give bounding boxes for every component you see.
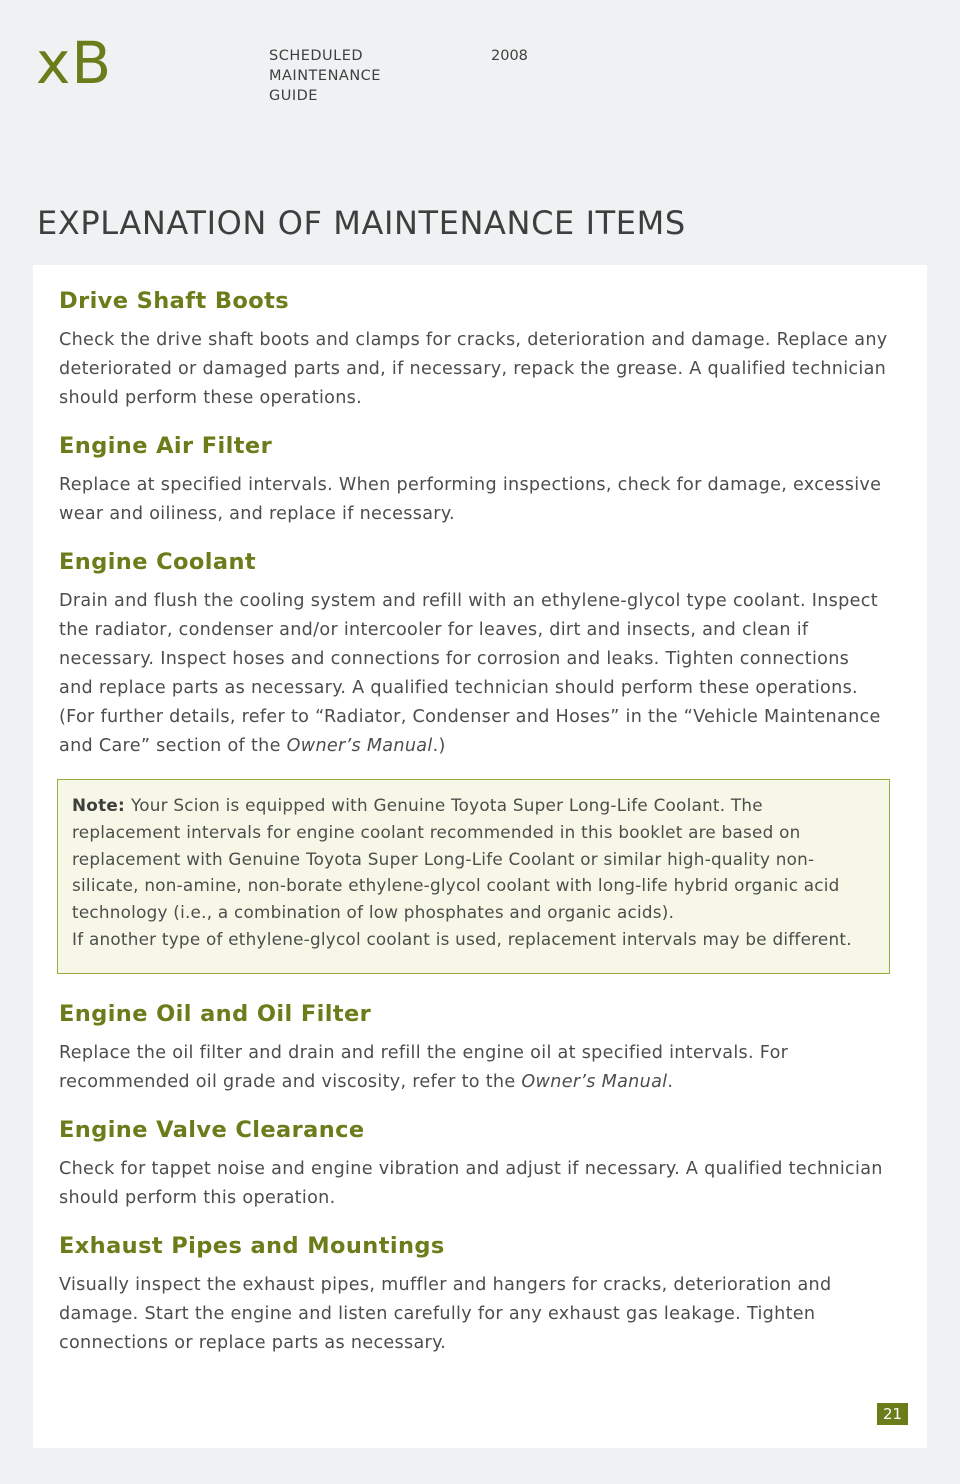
brand-logo: xB <box>36 29 113 97</box>
heading-engine-oil: Engine Oil and Oil Filter <box>59 1000 372 1027</box>
heading-engine-coolant: Engine Coolant <box>59 549 257 575</box>
body-engine-air-filter: Replace at specified intervals. When performing inspections, check for damage, excessive wear and oiliness, and replace if necessary. <box>59 475 882 524</box>
content-column <box>59 285 889 1375</box>
body-text-end: .) <box>432 736 446 756</box>
body-drive-shaft-boots: Check the drive shaft boots and clamps for cracks, deterioration and damage. Replace any deteriorated or damaged parts and, if necessary, repack the grease. A qualified technician should perform these operations. <box>59 330 888 408</box>
page-number: 21 <box>877 1403 908 1425</box>
body-exhaust-pipes: Visually inspect the exhaust pipes, muffler and hangers for cracks, deterioration and damage. Start the engine and listen carefully for any exhaust gas leakage. Tighten connections or replace parts as necessary. <box>59 1274 832 1353</box>
heading-engine-air-filter: Engine Air Filter <box>59 433 273 459</box>
body-engine-valve-clearance: Check for tappet noise and engine vibration and adjust if necessary. A qualified technician should perform this operation. <box>59 1158 883 1208</box>
owners-manual-ref: Owner’s Manual <box>521 1071 668 1092</box>
section-title: EXPLANATION OF MAINTENANCE ITEMS <box>37 204 686 242</box>
heading-drive-shaft-boots: Drive Shaft Boots <box>59 288 290 314</box>
note-text: Your Scion is equipped with Genuine Toyota Super Long-Life Coolant. The replacement intervals for engine coolant recommended in this booklet are based on replacement with Genuine Toyota Super Long-Life Coolant or similar high-quality non-silicate, non-amine, non-borate ethylene-glycol coolant with long-life hybrid organic acid technology (i.e., a combination of low phosphates and organic acids). <box>72 795 840 923</box>
year-label: 2008 <box>491 48 528 64</box>
body-engine-oil <box>59 1039 889 1097</box>
guide-label: SCHEDULED MAINTENANCE GUIDE <box>269 48 381 104</box>
body-text: Drain and flush the cooling system and refill with an ethylene-glycol type coolant. Inspect the radiator, condenser and/or intercooler for leaves, dirt and insects, and clean if necessary. Inspect hoses and connections for corrosion and leaks. Tighten connections and replace parts as necessary. A qualified technician should perform these operations. (For further details, refer to “Radiator, Condenser and Hoses” in the “Vehicle Maintenance and Care” section of the <box>59 591 881 756</box>
body-engine-coolant <box>59 587 889 761</box>
note-label: Note: <box>72 795 125 815</box>
content-panel <box>33 265 927 1448</box>
heading-exhaust-pipes: Exhaust Pipes and Mountings <box>59 1232 445 1259</box>
body-text-end: . <box>667 1071 674 1092</box>
heading-engine-valve-clearance: Engine Valve Clearance <box>59 1116 365 1143</box>
body-text: Replace the oil filter and drain and refill the engine oil at specified intervals. For recommended oil grade and viscosity, refer to the <box>59 1042 789 1092</box>
owners-manual-ref: Owner’s Manual <box>286 736 433 756</box>
note-text-2: If another type of ethylene-glycol coolant is used, replacement intervals may be different. <box>72 928 852 949</box>
coolant-note-box <box>57 779 890 974</box>
